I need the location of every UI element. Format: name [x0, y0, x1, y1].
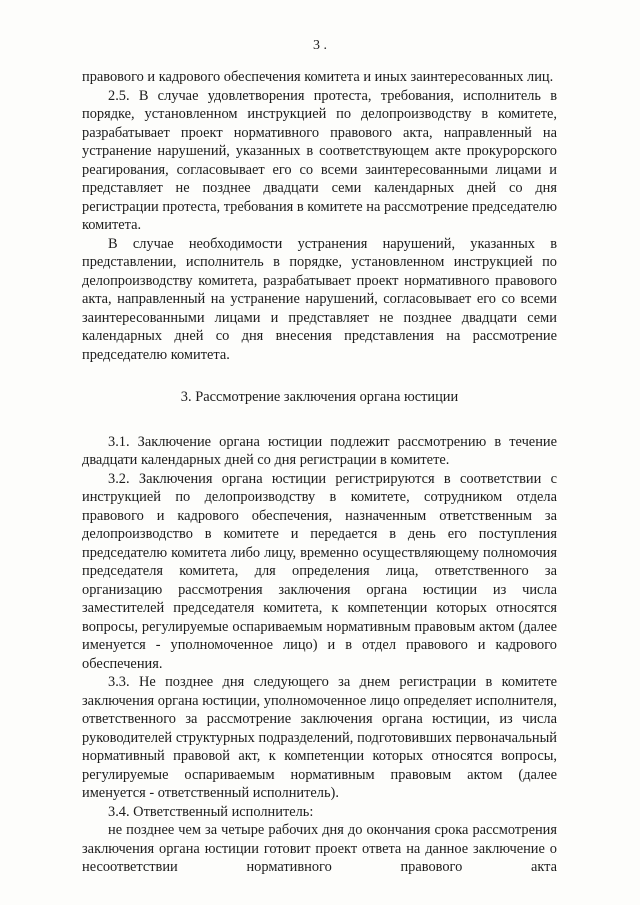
section-heading: 3. Рассмотрение заключения органа юстиции — [180, 389, 459, 405]
paragraph: 3.1. Заключение органа юстиции подлежит рассмотрению в течение двадцати календарных дней со дня регистрации в комитете. — [82, 433, 557, 468]
paragraph: правового и кадрового обеспечения комитета и иных заинтересованных лиц. — [82, 69, 554, 85]
paragraph: 3.4. Ответственный исполнитель: — [108, 803, 314, 820]
paragraph: 3.3. Не позднее дня следующего за днем регистрации в комитете заключения органа юстиции, уполномоченное лицо определяет исполнителя, ответственного за рассмотрение заключения органа юстиции, из числа руководителей структурных подразделений, подготовивших первоначальный нормативный правовой акт, к компетенции которых относятся вопросы, регулируемые оспариваемым нормативным правовым актом (далее именуется - ответственный исполнитель). — [82, 674, 557, 801]
paragraph: не позднее чем за четыре рабочих дня до окончания срока рассмотрения заключения органа юстиции готовит проект ответа на данное заключение о несоответствии нормативного правового акта — [82, 822, 557, 875]
paragraph: 3.2. Заключения органа юстиции регистрируются в соответствии с инструкцией по делопроизводству в комитете, сотрудником отдела правового и кадрового обеспечения, назначенным ответственным за делопроизводство в комитете и передается в день его поступления председателю комитета либо лицу, временно осуществляющему полномочия председателя комитета, для определения лица, ответственного за организацию рассмотрения заключения органа юстиции из числа заместителей председателя комитета, к компетенции которых относятся вопросы, регулируемые оспариваемым нормативным правовым актом (далее именуется - уполномоченное лицо) и в отдел правового и кадрового обеспечения. — [82, 470, 557, 672]
paragraph: 2.5. В случае удовлетворения протеста, требования, исполнитель в порядке, установленном инструкцией по делопроизводству в комитете, разрабатывает проект нормативного правового акта, направленный на устранение нарушений, указанных в соответствующем акте прокурорского реагирования, согласовывает его со всеми заинтересованными лицами и представляет не позднее двадцати семи календарных дней со дня регистрации протеста, требования в комитете на рассмотрение председателю комитета. — [82, 87, 557, 233]
paragraph: В случае необходимости устранения нарушений, указанных в представлении, исполнитель в порядке, установленном инструкцией по делопроизводству комитета, разрабатывает проект нормативного правового акта, направленный на устранение нарушений, согласовывает его со всеми заинтересованными лицами и представляет не позднее двадцати семи календарных дней со дня внесения представления на рассмотрение председателю комитета. — [82, 235, 557, 363]
document-body — [82, 68, 557, 877]
page-number: 3 . — [313, 38, 327, 53]
